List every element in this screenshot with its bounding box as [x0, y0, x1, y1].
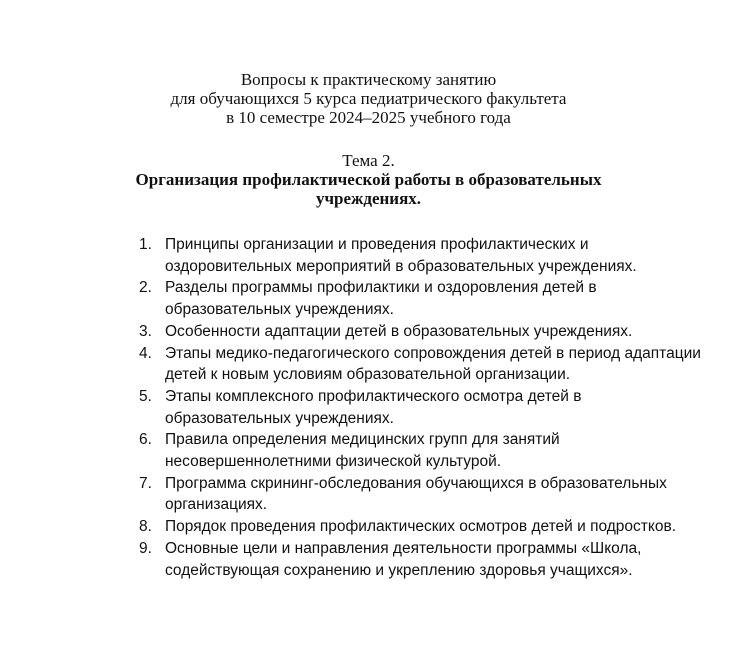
list-item-text: Особенности адаптации детей в образовательных учреждениях.	[165, 322, 633, 340]
list-item-number: 9.	[139, 539, 152, 557]
topic-number: Тема 2.	[342, 151, 395, 170]
list-item	[134, 516, 704, 538]
list-item-number: 3.	[139, 322, 152, 340]
list-item-text: Правила определения медицинских групп для занятий несовершеннолетними физической культурой.	[165, 431, 560, 471]
list-item-number: 7.	[139, 474, 152, 492]
header-line-2: для обучающихся 5 курса педиатрического факультета	[170, 89, 567, 108]
list-item-number: 8.	[139, 518, 152, 536]
list-item-number: 4.	[139, 344, 152, 362]
list-item	[134, 386, 704, 429]
list-item-number: 6.	[139, 431, 152, 449]
header-line-3: в 10 семестре 2024–2025 учебного года	[226, 108, 511, 127]
list-item	[134, 473, 704, 516]
list-item	[134, 429, 704, 472]
list-item-number: 2.	[139, 279, 152, 297]
list-item-text: Этапы комплексного профилактического осмотра детей в образовательных учреждениях.	[165, 387, 582, 427]
document-header	[0, 70, 737, 127]
list-item	[134, 277, 704, 320]
list-item-number: 1.	[139, 236, 152, 253]
list-item-text: Принципы организации и проведения профилактических и оздоровительных мероприятий в образовательных учреждениях.	[165, 236, 637, 275]
list-item-text: Программа скрининг-обследования обучающихся в образовательных организациях.	[165, 474, 667, 514]
list-item-text: Основные цели и направления деятельности программы «Школа, содействующая сохранению и укреплению здоровья учащихся».	[165, 539, 642, 579]
header-line-1: Вопросы к практическому занятию	[240, 70, 497, 89]
topic-title: Организация профилактической работы в образовательных учреждениях.	[135, 170, 602, 208]
list-item-number: 5.	[139, 387, 152, 405]
list-item	[134, 234, 704, 277]
topic-block	[0, 151, 737, 208]
list-item	[134, 538, 704, 581]
list-item-text: Этапы медико-педагогического сопровождения детей в период адаптации детей к новым условиям образовательной организации.	[165, 344, 701, 384]
list-item-text: Разделы программы профилактики и оздоровления детей в образовательных учреждениях.	[165, 279, 597, 319]
list-item	[134, 321, 704, 343]
list-item	[134, 343, 704, 386]
question-list	[134, 234, 704, 581]
list-item-text: Порядок проведения профилактических осмотров детей и подростков.	[165, 518, 677, 536]
